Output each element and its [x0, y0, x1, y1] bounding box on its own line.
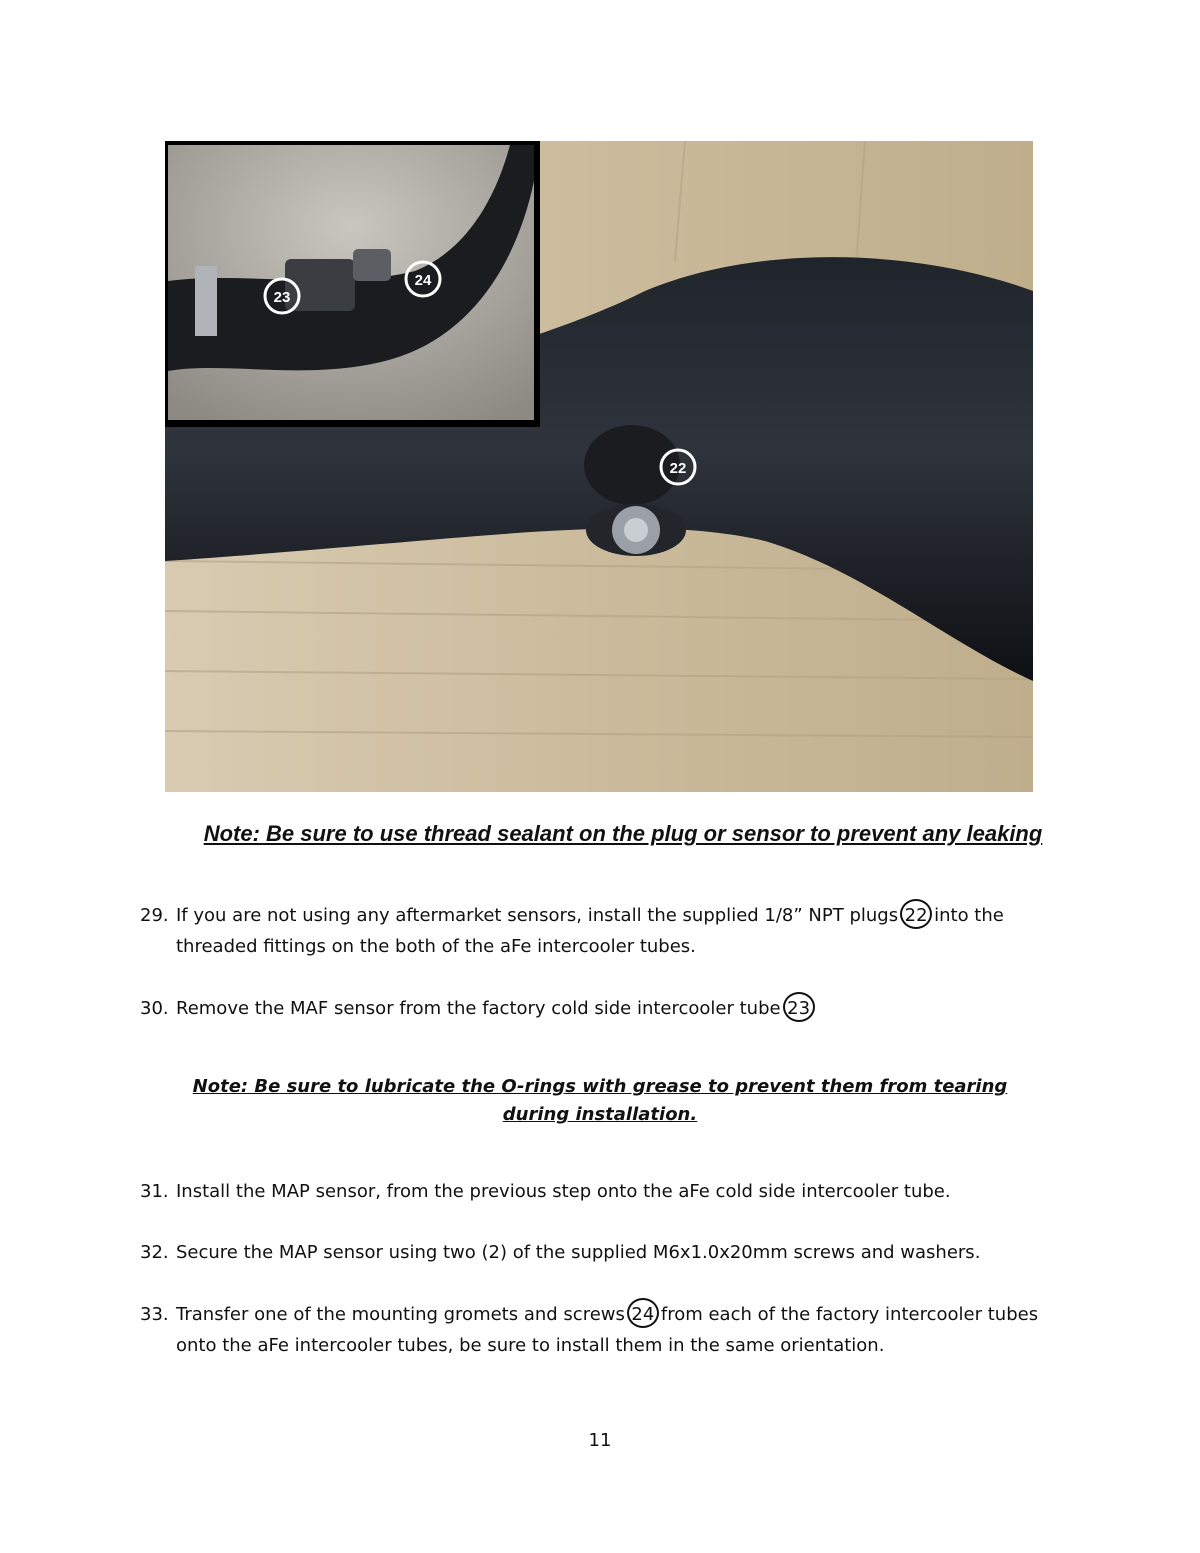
step-text	[176, 900, 1070, 962]
step-text-after: into the threaded fittings on the both of the aFe intercooler tubes.	[176, 905, 1004, 957]
step-32	[140, 1237, 1070, 1268]
step-33	[140, 1299, 1070, 1361]
step-text	[176, 993, 1070, 1024]
step-number: 30.	[140, 998, 169, 1019]
page-number: 11	[588, 1430, 612, 1451]
note-thread-sealant: Note: Be sure to use thread sealant on the plug or sensor to prevent any leaking	[203, 821, 1043, 846]
step-text: Install the MAP sensor, from the previous step onto the aFe cold side intercooler tube.	[176, 1181, 951, 1202]
step-text	[176, 1299, 1070, 1361]
inset-photo	[165, 141, 540, 427]
step-number: 31.	[140, 1181, 169, 1202]
step-29	[140, 900, 1070, 962]
step-number: 29.	[140, 905, 169, 926]
intercooler-tube-photo	[165, 141, 1033, 792]
step-number: 32.	[140, 1242, 169, 1263]
step-text-before: Remove the MAF sensor from the factory cold side intercooler tube	[176, 998, 781, 1019]
step-30	[140, 993, 1070, 1024]
callout-24-label: 24	[414, 272, 432, 289]
step-31	[140, 1176, 1070, 1207]
callout-badge: 22	[900, 899, 932, 929]
callout-badge: 23	[783, 992, 815, 1022]
step-number: 33.	[140, 1304, 169, 1325]
callout-23-label: 23	[273, 289, 291, 306]
step-text-before: If you are not using any aftermarket sensors, install the supplied 1/8” NPT plugs	[176, 905, 899, 926]
step-text: Secure the MAP sensor using two (2) of the supplied M6x1.0x20mm screws and washers.	[176, 1242, 981, 1263]
installation-photo	[165, 141, 1033, 792]
callout-badge: 24	[627, 1298, 659, 1328]
step-text-after: from each of the factory intercooler tubes onto the aFe intercooler tubes, be sure to install them in the same orientation.	[176, 1304, 1039, 1356]
note-lubricate-orings: Note: Be sure to lubricate the O-rings with grease to prevent them from tearing during installation.	[192, 1076, 1008, 1125]
step-text-before: Transfer one of the mounting gromets and screws	[176, 1304, 625, 1325]
callout-22-label: 22	[669, 460, 687, 477]
